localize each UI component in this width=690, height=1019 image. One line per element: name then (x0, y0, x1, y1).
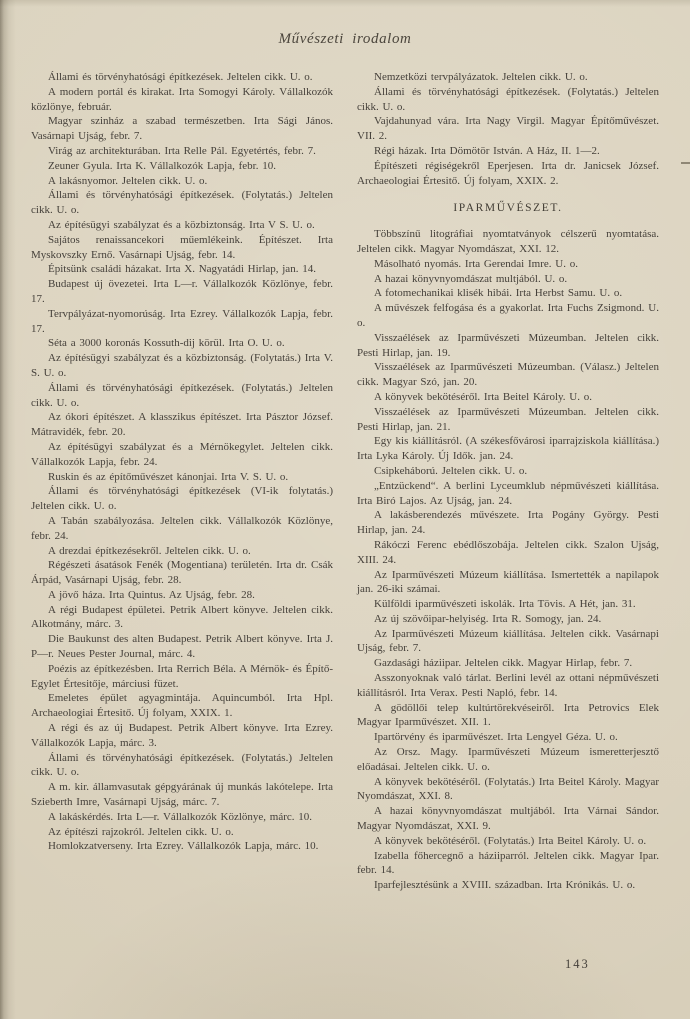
bibliography-entry: Állami és törvényhatósági építkezések. (Folytatás.) Jeltelen cikk. U. o. (31, 381, 333, 409)
bibliography-entry: A modern portál és kirakat. Irta Somogyi Károly. Vállalkozók közlönye, február. (31, 85, 333, 113)
bibliography-entry: Asszonyoknak való tárlat. Berlini levél az ottani népművészeti kiállításról. Irta Verax. Pesti Napló, febr. 14. (357, 672, 659, 699)
bibliography-entry: Állami és törvényhatósági építkezések. (Folytatás.) Jeltelen cikk. U. o. (31, 189, 333, 217)
bibliography-entry: Csipkeháború. Jeltelen cikk. U. o. (374, 464, 528, 477)
running-header: Művészeti irodalom (278, 31, 412, 47)
bibliography-entry: Visszaélések az Iparművészeti Múzeumban. (Válasz.) Jeltelen cikk. Magyar Szó, jan. 20. (357, 361, 659, 389)
bibliography-entry: Az új szövőipar-helyiség. Irta R. Somogy, jan. 24. (374, 612, 602, 625)
bibliography-entry: Épitsünk családi házakat. Irta X. Nagyatádi Hirlap, jan. 14. (48, 263, 316, 276)
bibliography-entry: A fotomechanikai klisék hibái. Irta Herbst Samu. U. o. (374, 287, 623, 300)
bibliography-entry: Az építészi rajzokról. Jeltelen cikk. U. o. (48, 825, 234, 838)
bibliography-entry: Séta a 3000 koronás Kossuth-dij körül. Irta O. U. o. (48, 337, 285, 350)
bibliography-entry: Az építésügyi szabályzat és a közbiztonság. (Folytatás.) Irta V. S. U. o. (31, 352, 333, 379)
entries-after-heading (357, 227, 659, 893)
bibliography-entry: Poézis az építkezésben. Irta Rerrich Béla. A Mérnök- és Építő-Egylet Értesitője, márciusi füzet. (31, 662, 333, 690)
bibliography-entry: Zeuner Gyula. Irta K. Vállalkozók Lapja, febr. 10. (48, 159, 276, 172)
bibliography-entry: A hazai könyvnyomdászat multjából. U. o. (374, 272, 568, 285)
bibliography-entry: Magyar szinház a szabad természetben. Irta Sági János. Vasárnapi Ujság, febr. 7. (31, 115, 333, 143)
bibliography-entry: Építészeti régiségekről Eperjesen. Irta dr. Janicsek József. Archaeologiai Értesitő. Új folyam, XXIX. 2. (357, 159, 659, 187)
bibliography-entry: A jövő háza. Irta Quintus. Az Ujság, febr. 28. (48, 588, 255, 601)
bibliography-entry: A művészek felfogása és a gyakorlat. Irta Fuchs Zsigmond. U. o. (357, 302, 659, 329)
section-heading: IPARMŰVÉSZET. (453, 202, 563, 215)
bibliography-entry: Gazdasági háziipar. Jeltelen cikk. Magyar Hirlap, febr. 7. (374, 657, 633, 670)
bibliography-entry: Egy kis kiállításról. (A székesfővárosi iparrajziskola kiállítása.) Irta Lyka Károly. Új Idők. jan. 24. (357, 435, 659, 463)
bibliography-entry: Az Iparművészeti Múzeum kiállítása. Jeltelen cikk. Vasárnapi Ujság, febr. 7. (357, 627, 659, 655)
bibliography-entry: Régi házak. Irta Dömötör István. A Ház, II. 1—2. (374, 144, 600, 157)
bibliography-entry: A régi Budapest épületei. Petrik Albert könyve. Jeltelen cikk. Alkotmány, márc. 3. (31, 603, 333, 631)
bibliography-entry: Az ókori építészet. A klasszikus építészet. Irta Pásztor József. Mátravidék, febr. 20. (31, 411, 333, 439)
bibliography-entry: A könyvek bekötéséről. (Folytatás.) Irta Beitel Károly. Magyar Nyomdászat, XXI. 8. (357, 775, 659, 803)
left-column (31, 70, 333, 854)
bibliography-entry: Az építésügyi szabályzat és a Mérnökegylet. Jeltelen cikk. Vállalkozók Lapja, febr. 24. (31, 440, 333, 468)
bibliography-entry: Többszínű litográfiai nyomtatványok célszerű nyomtatása. Jeltelen cikk. Magyar Nyomdászat, XXI. 12. (357, 228, 659, 255)
bibliography-entry: Állami és törvényhatósági építkezések (VI-ik folytatás.) Jeltelen cikk. U. o. (31, 485, 333, 513)
bibliography-entry: Tervpályázat-nyomorúság. Irta Ezrey. Vállalkozók Lapja, febr. 17. (31, 307, 333, 335)
page-number: 143 (565, 957, 590, 971)
bibliography-entry: A gödöllői telep kultúrtörekvéseiről. Irta Petrovics Elek Magyar Iparművészet. XII. 1. (357, 701, 659, 729)
bibliography-entry: „Entzückend“. A berlini Lyceumklub népművészeti kiállítása. Irta Biró Lajos. Az Ujság, jan. 24. (357, 479, 659, 507)
bibliography-entry: A lakáskérdés. Irta L—r. Vállalkozók Közlönye, márc. 10. (48, 810, 312, 823)
bibliography-entry: A régi és az új Budapest. Petrik Albert könyve. Irta Ezrey. Vállalkozók Lapja, márc. 3. (31, 722, 333, 749)
bibliography-entry: Állami és törvényhatósági építkezések. (Folytatás.) Jeltelen cikk. U. o. (31, 751, 333, 779)
bibliography-entry: Rákóczi Ferenc ebédlőszobája. Jeltelen cikk. Szalon Ujság, XIII. 24. (357, 538, 659, 566)
right-column (357, 70, 659, 893)
bibliography-entry: Virág az architekturában. Irta Relle Pál. Egyetértés, febr. 7. (48, 144, 316, 157)
scan-artifact (681, 162, 690, 164)
bibliography-entry: Állami és törvényhatósági építkezések. Jeltelen cikk. U. o. (48, 71, 313, 83)
bibliography-entry: A lakásnyomor. Jeltelen cikk. U. o. (48, 174, 208, 187)
bibliography-entry: Ipartörvény és iparművészet. Irta Lengyel Géza. U. o. (374, 731, 618, 744)
bibliography-entry: A könyvek bekötéséről. (Folytatás.) Irta Beitel Károly. U. o. (374, 834, 647, 847)
bibliography-entry: Az Iparművészeti Múzeum kiállítása. Ismertették a napilapok jan. 26-iki számai. (357, 568, 659, 596)
bibliography-entry: A lakásberendezés művészete. Irta Pogány György. Pesti Hirlap, jan. 24. (357, 509, 659, 537)
bibliography-entry: Emeletes épület agyagmintája. Aquincumból. Irta Hpl. Archaeologiai Értesitő. Új folyam, XXIX. 1. (31, 692, 333, 720)
bibliography-entry: Külföldi iparművészeti iskolák. Irta Tövis. A Hét, jan. 31. (374, 598, 636, 611)
bibliography-entry: Az Orsz. Magy. Iparművészeti Múzeum ismeretterjesztő előadásai. Jeltelen cikk. U. o. (357, 746, 659, 773)
bibliography-entry: Die Baukunst des alten Budapest. Petrik Albert könyve. Irta J. P—r. Neues Pester Journal, márc. 4. (31, 633, 333, 661)
bibliography-entry: Állami és törvényhatósági építkezések. (Folytatás.) Jeltelen cikk. U. o. (357, 85, 659, 113)
bibliography-entry: Ruskin és az építőművészet kánonjai. Irta V. S. U. o. (48, 470, 289, 483)
bibliography-entry: A Tabán szabályozása. Jeltelen cikk. Vállalkozók Közlönye, febr. 24. (31, 514, 333, 542)
bibliography-entry: Budapest új övezetei. Irta L—r. Vállalkozók Közlönye, febr. 17. (31, 278, 333, 305)
bibliography-entry: Izabella főhercegnő a háziiparról. Jeltelen cikk. Magyar Ipar. febr. 14. (357, 849, 659, 877)
bibliography-entry: Vajdahunyad vára. Irta Nagy Virgil. Magyar Építőművészet. VII. 2. (357, 115, 659, 143)
bibliography-entry: A drezdai építkezésekről. Jeltelen cikk. U. o. (48, 544, 251, 557)
bibliography-entry: Másolható nyomás. Irta Gerendai Imre. U. o. (374, 257, 578, 270)
bibliography-entry: Nemzetközi tervpályázatok. Jeltelen cikk. U. o. (374, 71, 588, 83)
bibliography-entry: Régészeti ásatások Fenék (Mogentiana) területén. Irta dr. Csák Árpád, Vasárnapi Ujság, febr. 28. (31, 559, 333, 587)
bibliography-entry: Homlokzatverseny. Irta Ezrey. Vállalkozók Lapja, márc. 10. (48, 840, 319, 853)
bibliography-entry: Iparfejlesztésünk a XVIII. században. Irta Krónikás. U. o. (374, 879, 636, 892)
entries-before-heading (357, 70, 659, 188)
bibliography-entry: A m. kir. államvasutak gépgyárának új munkás lakótelepe. Irta Szieberth Imre, Vasárnapi Ujság, márc. 7. (31, 781, 333, 809)
bibliography-entry: Visszaélések az Iparművészeti Múzeumban. Jeltelen cikk. Pesti Hirlap, jan. 19. (357, 331, 659, 359)
bibliography-entry: Visszaélések az Iparművészeti Múzeumban. Jeltelen cikk. Pesti Hirlap, jan. 21. (357, 405, 659, 433)
bibliography-entry: Sajátos renaissancekori műemlékeink. Építészet. Irta Myskovszky Ernő. Vasárnapi Ujság, febr. 14. (31, 233, 333, 261)
bibliography-entry: A könyvek bekötéséről. Irta Beitel Károly. U. o. (374, 390, 592, 403)
bibliography-entry: A hazai könyvnyomdászat multjából. Irta Várnai Sándor. Magyar Nyomdászat, XXI. 9. (357, 805, 659, 833)
bibliography-entry: Az építésügyi szabályzat és a közbiztonság. Irta V S. U. o. (48, 218, 315, 231)
